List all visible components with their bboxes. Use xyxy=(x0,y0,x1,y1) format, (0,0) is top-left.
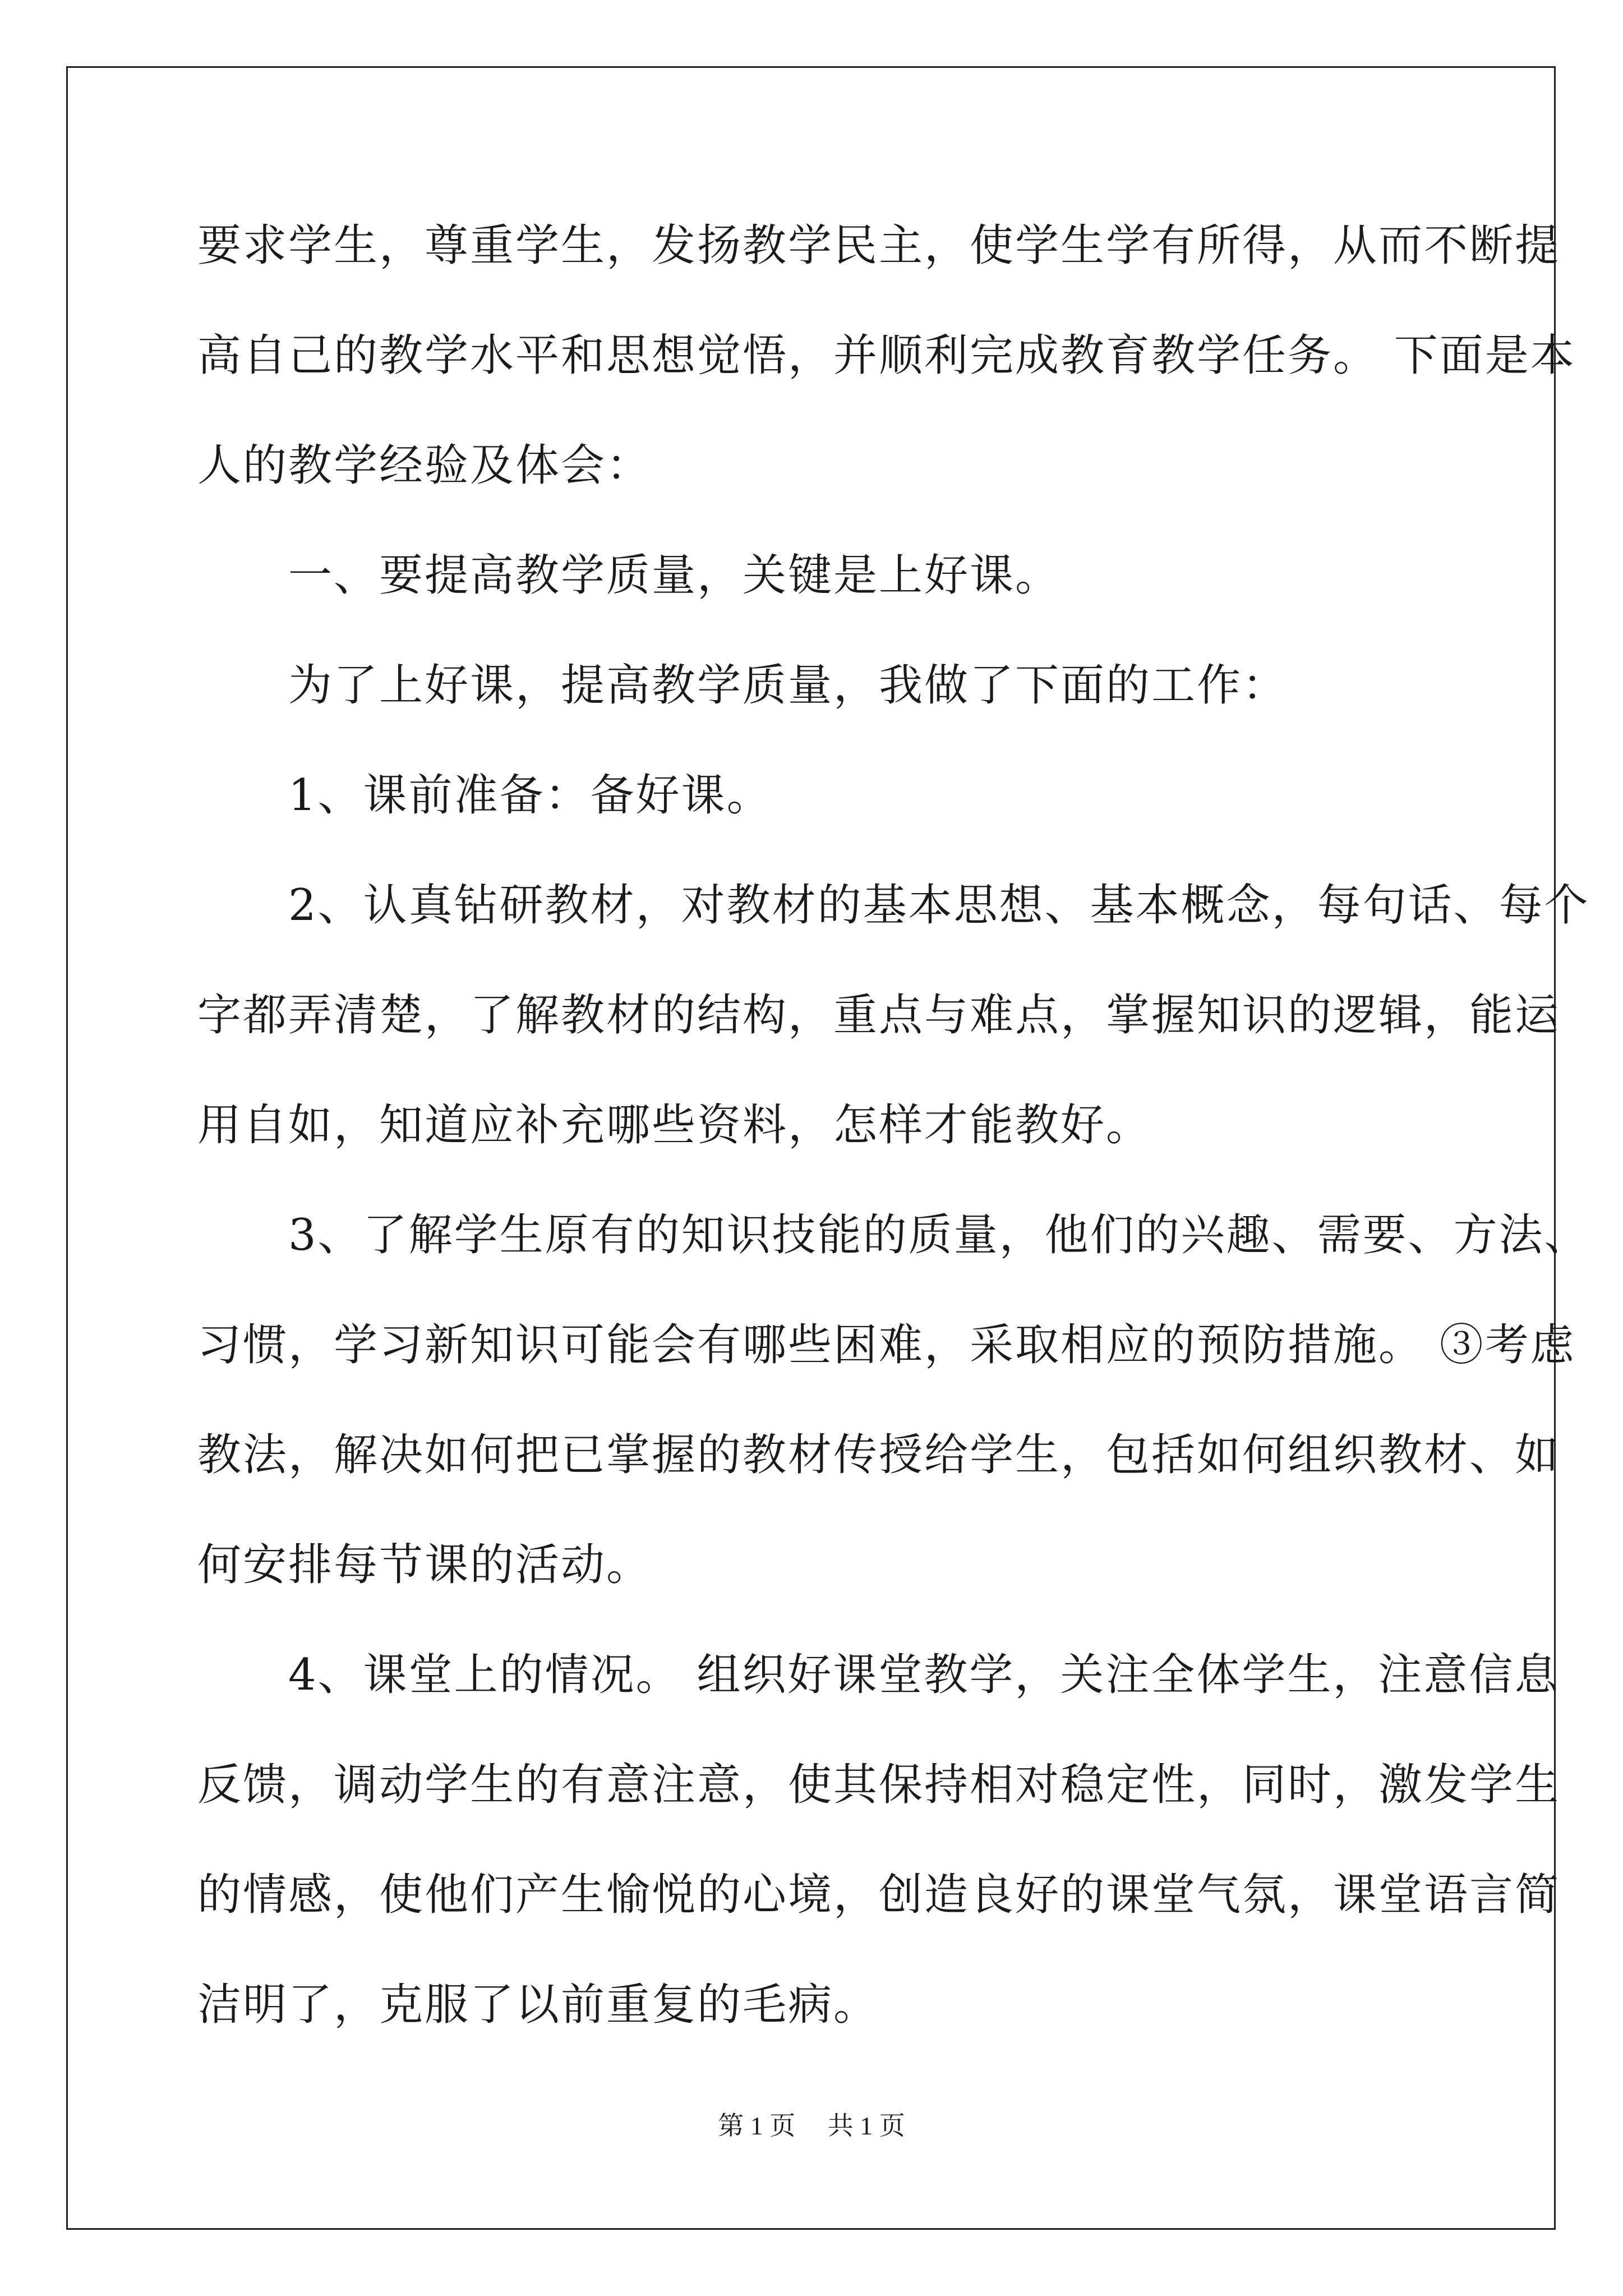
list-item: 2、认真钻研教材，对教材的基本思想、基本概念，每句话、每个 xyxy=(197,880,1590,931)
text-line: 高自己的教学水平和思想觉悟，并顺利完成教育教学任务。 下面是本 xyxy=(197,330,1576,381)
text-line: 人的教学经验及体会： xyxy=(197,440,652,491)
text-line: 要求学生，尊重学生，发扬教学民主，使学生学有所得，从而不断提 xyxy=(197,220,1561,271)
text-line: 为了上好课，提高教学质量，我做了下面的工作： xyxy=(197,660,1288,711)
page-number-footer: 第 1 页 共 1 页 xyxy=(718,2111,905,2140)
list-item: 3、了解学生原有的知识技能的质量，他们的兴趣、需要、方法、 xyxy=(197,1210,1590,1260)
text-line: 字都弄清楚，了解教材的结构，重点与难点，掌握知识的逻辑，能运 xyxy=(197,990,1561,1041)
text-line: 用自如，知道应补充哪些资料，怎样才能教好。 xyxy=(197,1100,1152,1151)
text-line: 习惯，学习新知识可能会有哪些困难，采取相应的预防措施。 ③考虑 xyxy=(197,1320,1576,1370)
section-heading: 一、要提高教学质量，关键是上好课。 xyxy=(197,550,1061,601)
text-line: 反馈，调动学生的有意注意，使其保持相对稳定性，同时，激发学生 xyxy=(197,1760,1561,1810)
text-line: 何安排每节课的活动。 xyxy=(197,1540,652,1590)
list-item: 1、课前准备：备好课。 xyxy=(197,770,772,821)
text-line: 的情感，使他们产生愉悦的心境，创造良好的课堂气氛，课堂语言简 xyxy=(197,1870,1561,1920)
text-line: 教法，解决如何把已掌握的教材传授给学生，包括如何组织教材、如 xyxy=(197,1430,1561,1480)
text-line: 洁明了，克服了以前重复的毛病。 xyxy=(197,1980,879,2030)
list-item: 4、课堂上的情况。 组织好课堂教学，关注全体学生，注意信息 xyxy=(197,1650,1560,1700)
